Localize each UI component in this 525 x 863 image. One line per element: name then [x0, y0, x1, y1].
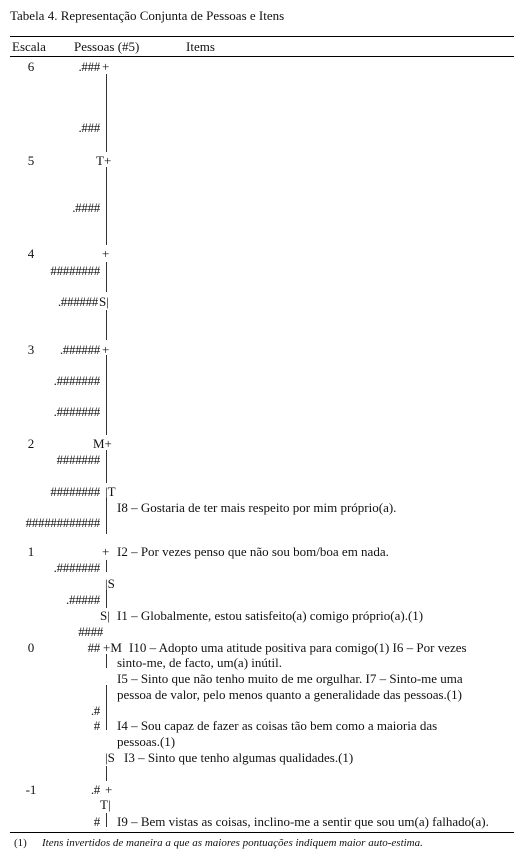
item-label: I2 – Por vezes penso que não sou bom/boa em nada. [117, 544, 389, 559]
item-label: I1 – Globalmente, estou satisfeito(a) comigo próprio(a).(1) [117, 608, 424, 623]
scale-label: 0 [27, 640, 35, 655]
axis-marker: +M [103, 640, 122, 655]
header-rule [10, 56, 514, 57]
axis-line [106, 654, 107, 668]
item-label: I10 – Adopto uma atitude positiva para comigo(1) I6 – Por vezes [129, 640, 467, 655]
persons-count: # [93, 814, 100, 829]
item-label: I4 – Sou capaz de fazer as coisas tão bem como a maioria das [117, 718, 438, 733]
persons-count: .### [78, 120, 100, 135]
axis-line [106, 262, 107, 292]
persons-count: .####### [53, 560, 100, 575]
persons-count: .# [90, 703, 100, 718]
persons-count: .###### [57, 294, 98, 309]
scale-label: 4 [27, 246, 35, 261]
item-label: pessoa de valor, pelo menos quanto a generalidade das pessoas.(1) [117, 687, 462, 702]
axis-line [106, 716, 107, 730]
persons-count: ## [87, 640, 100, 655]
axis-marker: + [102, 246, 110, 261]
header-items: Items [186, 39, 215, 54]
footnote-text: Itens invertidos de maneira a que as maiores pontuações indiquem maior auto-estima. [42, 837, 423, 849]
item-label: I8 – Gostaria de ter mais respeito por mim próprio(a). [117, 500, 397, 515]
scale-label: 5 [27, 153, 35, 168]
scale-label: 3 [27, 342, 35, 357]
axis-line [106, 560, 107, 572]
item-label: I3 – Sinto que tenho algumas qualidades.(1) [124, 750, 354, 765]
persons-count: # [93, 718, 100, 733]
persons-count: .#### [72, 200, 100, 215]
persons-count: .##### [66, 592, 100, 607]
axis-line [106, 74, 107, 152]
axis-marker: |S [105, 750, 115, 765]
scale-label: 2 [27, 436, 35, 451]
persons-count: ######## [50, 263, 100, 278]
persons-count: .# [90, 782, 100, 797]
axis-line [106, 766, 107, 781]
footnote-mark: (1) [14, 837, 27, 849]
axis-marker: + [102, 544, 110, 559]
persons-count: ############ [25, 515, 100, 530]
item-label: I9 – Bem vistas as coisas, inclino-me a sentir que sou um(a) falhado(a). [117, 814, 489, 829]
scale-label: 1 [27, 544, 35, 559]
persons-count: .####### [53, 373, 100, 388]
axis-marker: + [102, 342, 110, 357]
axis-marker: T| [100, 797, 111, 812]
scale-label: -1 [25, 782, 37, 797]
axis-line [106, 498, 107, 534]
persons-count: #### [78, 624, 103, 639]
axis-line [106, 685, 107, 716]
persons-count: .### [78, 59, 100, 74]
axis-marker: M+ [93, 436, 112, 451]
persons-count: ######## [50, 484, 100, 499]
footnote [14, 836, 423, 850]
persons-count: .###### [59, 342, 100, 357]
axis-marker: + [102, 59, 110, 74]
axis-marker: T+ [96, 153, 112, 168]
header-persons: Pessoas (#5) [74, 39, 140, 54]
axis-line [106, 813, 107, 827]
axis-line [106, 590, 107, 608]
axis-line [106, 355, 107, 435]
axis-marker: S| [99, 294, 109, 309]
axis-line [106, 167, 107, 245]
top-rule [10, 36, 514, 37]
scale-label: 6 [27, 59, 35, 74]
item-label: I5 – Sinto que não tenho muito de me orgulhar. I7 – Sinto-me uma [117, 671, 463, 686]
item-label: pessoas.(1) [117, 734, 176, 749]
axis-marker: + [105, 782, 113, 797]
table-title: Tabela 4. Representação Conjunta de Pessoas e Itens [10, 8, 285, 23]
bottom-rule [10, 832, 514, 833]
persons-count: ####### [56, 452, 100, 467]
persons-count: .####### [53, 404, 100, 419]
axis-marker: S| [100, 608, 110, 623]
item-label: sinto-me, de facto, um(a) inútil. [117, 655, 282, 670]
axis-marker: |S [105, 576, 115, 591]
axis-line [106, 450, 107, 483]
axis-line [106, 310, 107, 340]
header-scale: Escala [12, 39, 46, 54]
axis-marker: |T [105, 484, 116, 499]
